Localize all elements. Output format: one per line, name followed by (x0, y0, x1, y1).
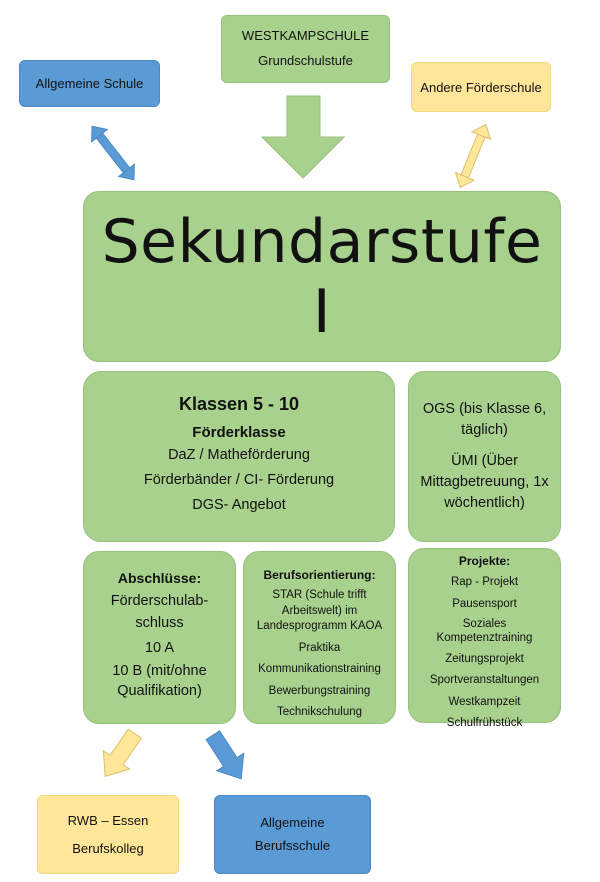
projekte-item: Zeitungsprojekt (445, 652, 524, 665)
berufsorientierung-item: STAR (Schule trifft Arbeitswelt) im Landesprogramm KAOA (256, 589, 383, 633)
ogs-box (408, 371, 561, 542)
berufsorientierung-item: Technikschulung (276, 706, 363, 719)
klassen-item: DGS- Angebot (192, 496, 286, 513)
klassen-box (83, 371, 395, 542)
klassen-heading: Klassen 5 - 10 (178, 394, 300, 414)
berufsorientierung-item: Bewerbungstraining (268, 684, 371, 697)
berufsschule-label: Allgemeine Berufsschule (254, 815, 331, 853)
arrow-to-rwb (92, 725, 148, 786)
projekte-item: Westkampzeit (448, 695, 521, 708)
allgemeine-schule-box (19, 60, 160, 107)
sekundarstufe-box (83, 191, 561, 362)
projekte-box (408, 548, 561, 730)
rwb-essen-box (37, 795, 179, 874)
main-title: Sekundarstufe I (101, 206, 543, 347)
projekte-item: Sportveranstaltungen (429, 674, 540, 687)
projekte-item: Pausensport (452, 597, 517, 610)
allgemeine-schule-label: Allgemeine Schule (35, 76, 144, 91)
abschluesse-item: Förderschulab-schluss (110, 593, 209, 631)
umi-line: ÜMI (Über Mittagbetreuung, 1x wöchentlich) (420, 452, 549, 512)
projekte-item: Rap - Projekt (450, 576, 519, 589)
abschluesse-item: 10 A (144, 639, 175, 656)
westkampschule-title: WESTKAMPSCHULE (241, 28, 370, 44)
berufsorientierung-heading: Berufsorientierung: (263, 568, 376, 582)
berufsorientierung-item: Kommunikationstraining (258, 663, 381, 676)
andere-foerderschule-box (411, 62, 551, 112)
arrow-westkamp-to-sek1 (262, 96, 344, 178)
westkampschule-box (221, 15, 390, 83)
projekte-item: Schulfrühstück (446, 717, 523, 730)
arrow-andere-foerderschule-double (451, 121, 495, 192)
arrow-allgemeine-schule-double (84, 120, 142, 186)
abschluesse-heading: Abschlüsse: (117, 570, 202, 586)
projekte-heading: Projekte: (458, 554, 511, 568)
andere-foerderschule-label: Andere Förderschule (420, 79, 542, 95)
berufsschule-box (214, 795, 371, 874)
rwb-title: RWB – Essen (67, 813, 149, 829)
klassen-subheading: Förderklasse (192, 424, 286, 441)
abschluesse-box (83, 551, 236, 724)
klassen-item: DaZ / Matheförderung (168, 447, 310, 463)
arrow-to-berufsschule (199, 726, 254, 787)
abschluesse-item: 10 B (mit/ohne Qualifikation) (112, 663, 207, 699)
berufsorientierung-item: Praktika (298, 641, 341, 654)
westkampschule-subtitle: Grundschulstufe (258, 53, 353, 68)
rwb-subtitle: Berufskolleg (72, 840, 144, 856)
ogs-line: OGS (bis Klasse 6, täglich) (422, 400, 547, 438)
klassen-item: Förderbänder / CI- Förderung (143, 471, 335, 488)
projekte-item: Soziales Kompetenztraining (436, 618, 533, 645)
berufsorientierung-box (243, 551, 396, 724)
